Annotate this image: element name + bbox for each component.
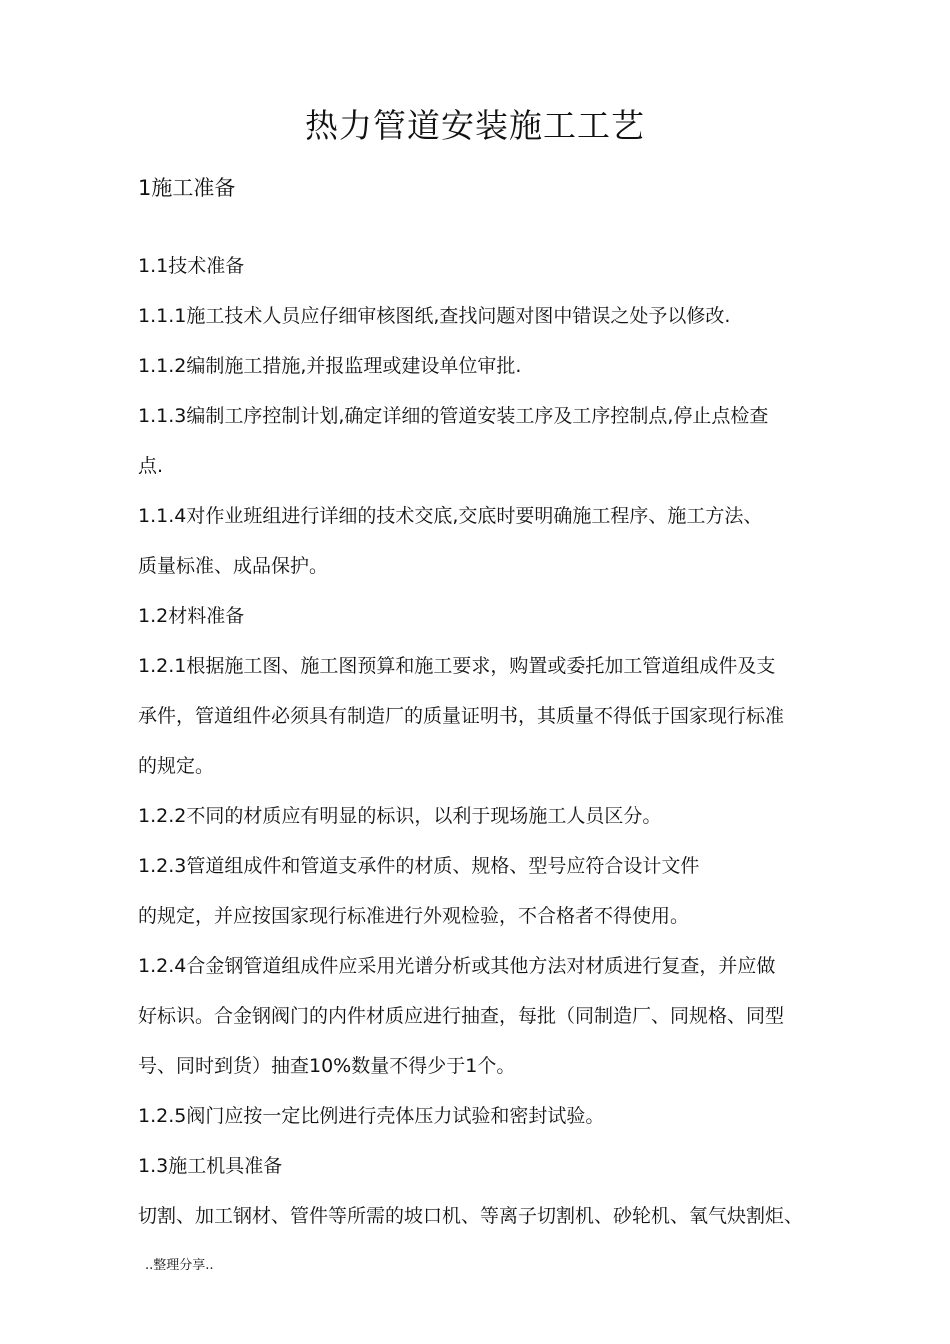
section-heading: 1施工准备 [138, 176, 236, 200]
document-title: 热力管道安装施工工艺 [305, 106, 645, 145]
paragraph-line: 好标识。合金钢阀门的内件材质应进行抽查，每批（同制造厂、同规格、同型 [138, 1005, 785, 1027]
subsection-heading: 1.1技术准备 [138, 255, 245, 277]
paragraph-line: 1.2.2不同的材质应有明显的标识，以利于现场施工人员区分。 [138, 805, 662, 827]
paragraph-line: 切割、加工钢材、管件等所需的坡口机、等离子切割机、砂轮机、氧气炔割炬、 [138, 1205, 804, 1227]
paragraph-line: 1.2.3管道组成件和管道支承件的材质、规格、型号应符合设计文件 [138, 855, 700, 877]
page-footer: ..整理分享.. [145, 1258, 214, 1273]
paragraph-line: 承件，管道组件必须具有制造厂的质量证明书，其质量不得低于国家现行标准 [138, 705, 785, 727]
paragraph-line: 的规定。 [138, 755, 215, 777]
paragraph-line: 1.2.5阀门应按一定比例进行壳体压力试验和密封试验。 [138, 1105, 605, 1127]
subsection-heading: 1.3施工机具准备 [138, 1155, 283, 1177]
subsection-heading: 1.2材料准备 [138, 605, 245, 627]
paragraph-line: 的规定，并应按国家现行标准进行外观检验，不合格者不得使用。 [138, 905, 690, 927]
paragraph-line: 1.2.4合金钢管道组成件应采用光谱分析或其他方法对材质进行复查，并应做 [138, 955, 776, 977]
paragraph-line: 点. [138, 455, 164, 477]
paragraph-line: 1.1.2编制施工措施,并报监理或建设单位审批. [138, 355, 522, 377]
paragraph-line: 1.1.1施工技术人员应仔细审核图纸,查找问题对图中错误之处予以修改. [138, 305, 731, 327]
paragraph-line: 1.1.4对作业班组进行详细的技术交底,交底时要明确施工程序、施工方法、 [138, 505, 763, 527]
paragraph-line: 质量标准、成品保护。 [138, 555, 329, 577]
paragraph-line: 号、同时到货）抽查10%数量不得少于1个。 [138, 1055, 516, 1077]
paragraph-line: 1.1.3编制工序控制计划,确定详细的管道安装工序及工序控制点,停止点检查 [138, 405, 769, 427]
paragraph-line: 1.2.1根据施工图、施工图预算和施工要求，购置或委托加工管道组成件及支 [138, 655, 776, 677]
